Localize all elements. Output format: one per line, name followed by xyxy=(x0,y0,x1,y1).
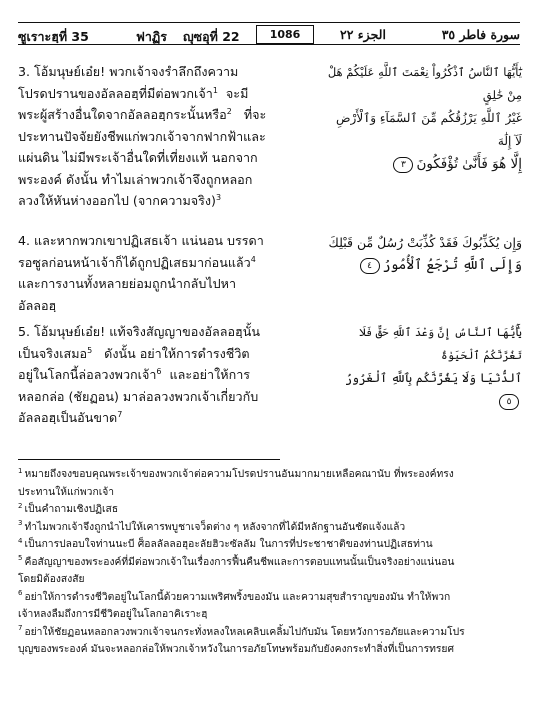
verse-5-line-3-tail: และอย่าให้การ xyxy=(169,367,251,382)
footnote-ref-4: 4 xyxy=(250,254,256,264)
header-bottom-rule xyxy=(18,44,520,45)
verse-5-line-5-text: อัลลอฮฺเป็นอันขาด xyxy=(18,410,118,425)
verse-3-arabic-line-2: غَيْرُ ٱللَّهِ يَرْزُقُكُم مِّنَ ٱلسَّمَآءِ وَٱلْأَرْضِ لَآ إِلَٰهَ xyxy=(336,111,522,148)
page-number: 1086 xyxy=(256,25,314,44)
footnote-2-line-1: เป็นคำถามเชิงปฏิเสธ xyxy=(24,503,119,515)
footnote-7-line-1: อย่าให้ชัยฏอนหลอกลวงพวกเจ้าจนกระทั่งหลงใหลเคลิบเคลิ้มไปกับมัน โดยหวังการอภัยและความโปร xyxy=(24,625,465,638)
verse-4-line-1: 4. และหากพวกเขาปฏิเสธเจ้า แน่นอน บรรดา xyxy=(18,233,264,248)
footnote-7 xyxy=(18,624,526,642)
verse-5-line-2-tail: ดังนั้น อย่าให้การดำรงชีวิต xyxy=(104,345,250,361)
verse-5-line-3 xyxy=(18,364,318,386)
verse-5-line-4: หลอกล่อ (ชัยฏอน) มาล่อลวงพวกเจ้าเกี่ยวกับ xyxy=(18,388,259,404)
footnote-5-line-1: คือสัญญาของพระองค์ที่มีต่อพวกเจ้าในเรื่องการฟื้นคืนชีพและการตอบแทนนั้นเป็นจริงอย่างแน่นอน xyxy=(24,555,455,568)
verse-3-line-7-text: ลวงให้หันห่างออกไป (จากความจริง) xyxy=(18,193,216,208)
footnote-ref-7: 7 xyxy=(117,409,123,419)
footnote-5-number: 5 xyxy=(18,554,23,563)
footnote-1 xyxy=(18,466,526,484)
footnotes xyxy=(18,466,526,659)
verse-3-line-5: แผ่นดิน ไม่มีพระเจ้าอื่นใดที่เที่ยงแท้ นอกจาก xyxy=(18,150,258,165)
footnote-6-line-1: อย่าให้การดำรงชีวิตอยู่ในโลกนี้ด้วยความเพริศพริ้งของมัน และความสุขสำราญของมัน ทำให้พวก xyxy=(24,590,451,603)
verse-3-arabic-line-1: يَٰٓأَيُّهَا ٱلنَّاسُ ٱذْكُرُواْ نِعْمَتَ ٱللَّهِ عَلَيْكُمْ هَلْ مِنْ خَٰلِقٍ xyxy=(327,65,522,102)
verse-5-arabic-line-2-text: ٱلدُّنْيَا وَلَا يَغُرَّنَّكُم بِٱللَّهِ ٱلْغَرُورُ xyxy=(345,371,522,385)
verse-3-line-2 xyxy=(18,83,318,105)
verse-4-line-3: และการงานทั้งหลายย่อมถูกนำกลับไปหา xyxy=(18,276,237,291)
verse-5-arabic xyxy=(326,321,522,413)
verse-4-translation xyxy=(18,230,318,316)
footnote-2-number: 2 xyxy=(18,501,23,510)
verse-3-line-4: ประทานปัจจัยยังชีพแก่พวกเจ้าจากฟากฟ้าและ xyxy=(18,128,266,144)
footnote-ref-2: 2 xyxy=(226,106,232,116)
verse-5-arabic-line-1: يَٰٓأَيُّهَا ٱلنَّاسُ إِنَّ وَعْدَ ٱللَّهِ حَقٌّ فَلَا تَغُرَّنَّكُمُ ٱلْحَيَوٰةُ xyxy=(359,326,522,362)
verse-4-line-2 xyxy=(18,252,318,274)
header-juz: ญุซอุที่ 22 xyxy=(183,29,240,44)
header-top-rule xyxy=(18,22,520,23)
verse-5-line-2-text: เป็นจริงเสมอ xyxy=(18,345,88,361)
verse-3-arabic xyxy=(326,61,522,176)
header-arabic-juz: الجزء ٢٢ xyxy=(340,27,386,42)
footnote-7-number: 7 xyxy=(18,624,23,633)
verse-4-line-4: อัลลอฮฺ xyxy=(18,297,57,313)
footnote-4 xyxy=(18,536,526,554)
footnote-7-cont: บุญของพระองค์ มันจะหลอกล่อให้พวกเจ้าหวังในการอภัยโทษพร้อมกับยังคงกระทำสิ่งที่เป็นการทรยศ xyxy=(18,643,454,655)
verse-3-line-6: พระองค์ ดังนั้น ทำไมเล่าพวกเจ้าจึงถูกหลอก xyxy=(18,171,253,187)
footnote-2 xyxy=(18,501,526,519)
verse-5-arabic-line-2 xyxy=(326,367,522,413)
footnote-3-number: 3 xyxy=(18,519,23,528)
verse-3-line-3-text: พระผู้สร้างอื่นใดจากอัลลอฮฺกระนั้นหรือ xyxy=(18,107,227,122)
verse-3-line-2-tail: จะมี xyxy=(225,85,249,101)
verse-5-line-3-text: อยู่ในโลกนี้ล่อลวงพวกเจ้า xyxy=(18,367,157,382)
verse-4-arabic-line-2-text: وَإِلَى ٱللَّهِ تُرْجَعُ ٱلْأُمُورُ xyxy=(382,257,522,273)
footnote-1-cont: ประทานให้แก่พวกเจ้า xyxy=(18,485,115,498)
verse-3-translation xyxy=(18,61,318,212)
verse-3-line-7 xyxy=(18,190,318,212)
verse-3-line-3-tail: ที่จะ xyxy=(243,107,267,122)
footnote-1-line-1: หมายถึงจงขอบคุณพระเจ้าของพวกเจ้าต่อความโปรดปรานอันมากมายเหลือคณานับ ที่พระองค์ทรง xyxy=(24,468,454,480)
footnote-6-number: 6 xyxy=(18,589,23,598)
ayah-number-marker: ٤ xyxy=(360,258,380,274)
ayah-number-marker: ٥ xyxy=(499,394,519,410)
verse-5-line-5 xyxy=(18,407,318,429)
footnote-3-line-1: ทำไมพวกเจ้าจึงถูกนำไปให้เคารพบูชาเจว็ดต่าง ๆ หลังจากที่ได้มีหลักฐานอันชัดแจ้งแล้ว xyxy=(24,520,406,533)
header-arabic-surah: سورة فاطر ٣٥ xyxy=(441,27,520,42)
header-surah-name: ฟาฏิร xyxy=(136,29,167,44)
footnote-1-number: 1 xyxy=(18,466,23,475)
verse-4-arabic-line-2 xyxy=(326,254,522,277)
verse-4-arabic xyxy=(326,231,522,277)
verse-5-line-1: 5. โอ้มนุษย์เอ๋ย! แท้จริงสัญญาของอัลลอฮฺนั้น xyxy=(18,324,260,339)
header-surah-number: ซูเราะฮฺที่ 35 xyxy=(18,29,89,44)
verse-5-translation xyxy=(18,321,318,429)
footnote-ref-3: 3 xyxy=(215,192,222,202)
verse-3-line-2-text: โปรดปรานของอัลลอฮฺที่มีต่อพวกเจ้า xyxy=(18,85,213,101)
footnote-ref-6: 6 xyxy=(156,366,162,376)
footnote-ref-1: 1 xyxy=(212,85,218,95)
verse-4-line-2-text: รอซูลก่อนหน้าเจ้าก็ได้ถูกปฏิเสธมาก่อนแล้ว xyxy=(18,254,251,270)
footnote-6 xyxy=(18,589,526,607)
footnote-4-number: 4 xyxy=(18,536,23,545)
footnote-ref-5: 5 xyxy=(87,345,93,355)
verse-3-arabic-line-3-text: إِلَّا هُوَ فَأَنَّىٰ تُؤْفَكُونَ xyxy=(416,156,522,172)
verse-3-line-3 xyxy=(18,104,318,126)
verse-3-arabic-line-3 xyxy=(326,153,522,176)
verse-3-line-1: 3. โอ้มนุษย์เอ๋ย! พวกเจ้าจงรำลึกถึงความ xyxy=(18,64,239,79)
footnote-4-line-1: เป็นการปลอบใจท่านนะบี ศ็อลลัลลอฮุอะลัยฮิวะซัลลัม ในการที่ประชาชาติของท่านปฏิเสธท่าน xyxy=(24,538,433,550)
footnote-divider xyxy=(18,459,280,460)
verse-5-line-2 xyxy=(18,343,318,365)
page-header xyxy=(18,24,520,46)
ayah-number-marker: ٣ xyxy=(393,157,413,173)
footnote-5 xyxy=(18,554,526,572)
footnote-3 xyxy=(18,519,526,537)
footnote-6-cont: เจ้าหลงลืมถึงการมีชีวิตอยู่ในโลกอาคิเราะฮฺ xyxy=(18,608,208,620)
footnote-5-cont: โดยมิต้องสงสัย xyxy=(18,573,85,585)
verse-4-arabic-line-1: وَإِن يُكَذِّبُوكَ فَقَدْ كُذِّبَتْ رُسُلٌ مِّن قَبْلِكَ xyxy=(328,235,522,250)
